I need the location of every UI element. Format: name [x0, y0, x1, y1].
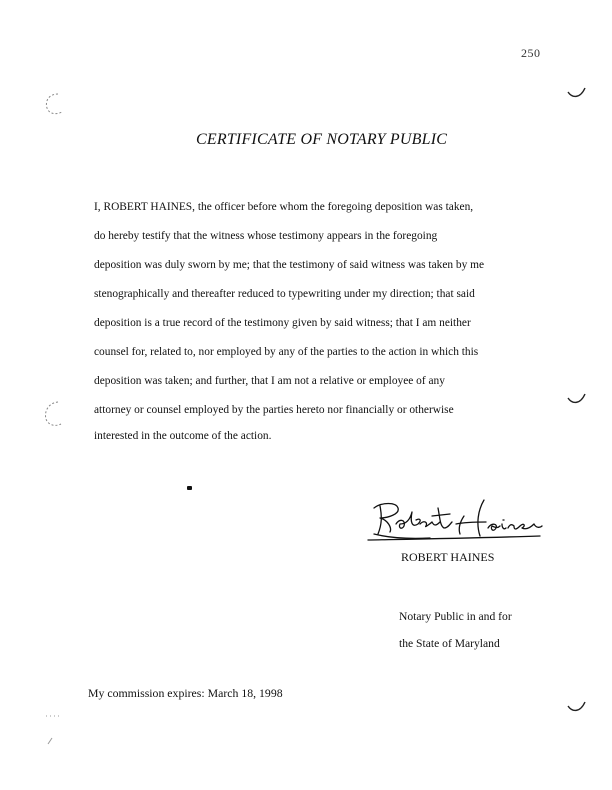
commission-expiration: My commission expires: March 18, 1998	[88, 686, 283, 700]
hole-punch-mark-top	[40, 88, 66, 118]
body-line: do hereby testify that the witness whose testimony appears in the foregoing	[94, 230, 438, 242]
body-line: deposition was duly sworn by me; that the testimony of said witness was taken by me	[94, 259, 485, 271]
signer-printed-name: ROBERT HAINES	[401, 550, 495, 564]
notary-state-line: the State of Maryland	[399, 637, 500, 650]
body-line: attorney or counsel employed by the parties hereto nor financially or otherwise	[94, 404, 454, 416]
body-line: I, ROBERT HAINES, the officer before whom the foregoing deposition was taken,	[94, 201, 474, 213]
body-line: interested in the outcome of the action.	[94, 430, 272, 442]
margin-mark-top	[566, 86, 588, 102]
stray-ink-dot	[187, 486, 192, 490]
body-line: deposition was taken; and further, that I am not a relative or employee of any	[94, 375, 445, 387]
margin-mark-middle	[566, 392, 588, 408]
handwritten-signature	[360, 494, 545, 546]
body-line: stenographically and thereafter reduced to typewriting under my direction; that said	[94, 288, 475, 300]
hole-punch-mark-middle	[40, 398, 66, 430]
body-line: counsel for, related to, nor employed by any of the parties to the action in which this	[94, 346, 479, 358]
notary-title-line: Notary Public in and for	[399, 610, 512, 623]
body-line: deposition is a true record of the testimony given by said witness; that I am neither	[94, 317, 471, 329]
margin-mark-bottom	[566, 700, 588, 716]
document-title: CERTIFICATE OF NOTARY PUBLIC	[196, 131, 448, 148]
hole-punch-mark-bottom	[40, 712, 66, 748]
page-number: 250	[521, 46, 541, 60]
